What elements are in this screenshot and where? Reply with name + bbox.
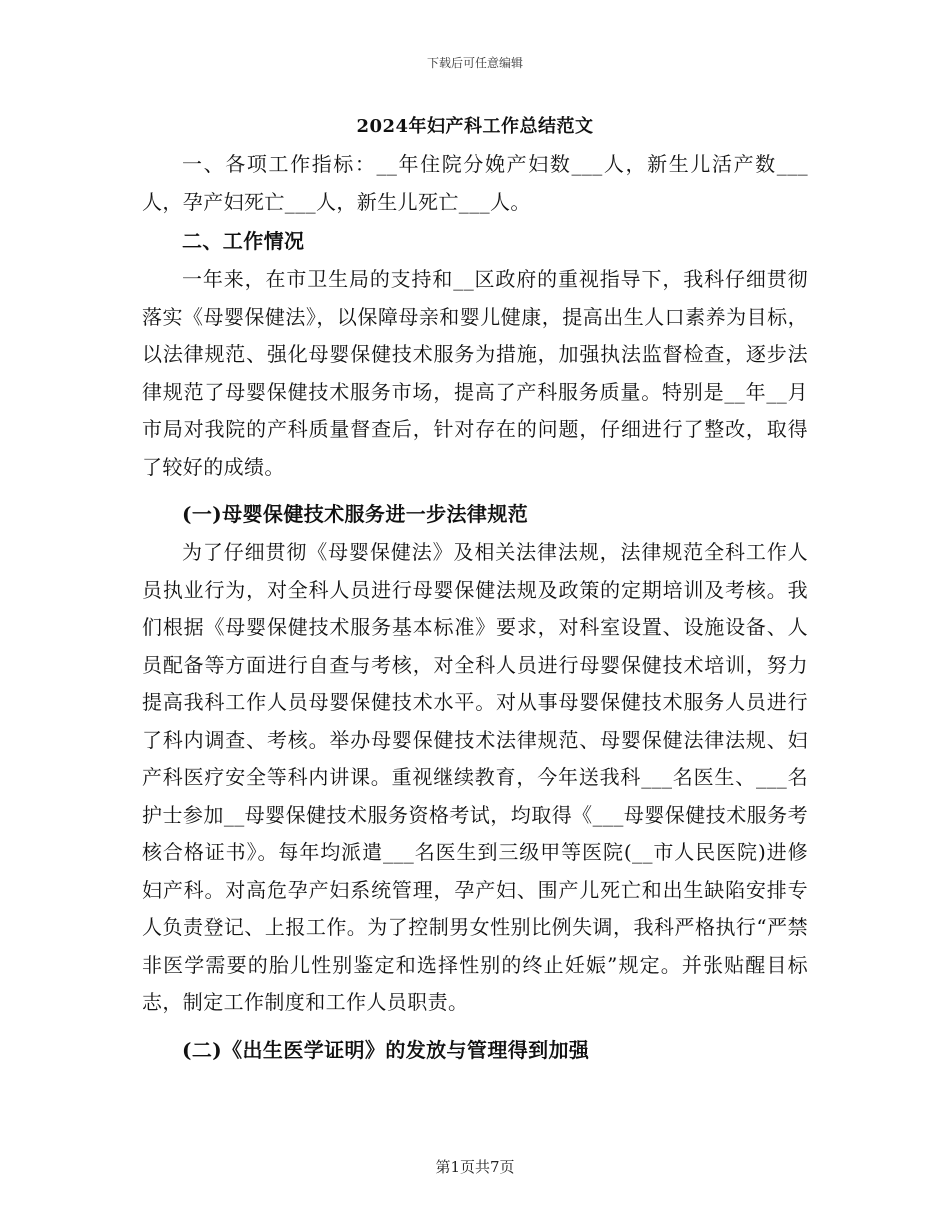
document-body (142, 112, 808, 1070)
section-1-paragraph: 一、各项工作指标：__年住院分娩产妇数___人，新生儿活产数___人，孕产妇死亡___人，新生儿死亡___人。 (142, 152, 808, 214)
subsection-1-heading: (一)母婴保健技术服务进一步法律规范 (182, 502, 529, 526)
section-2-paragraph: 一年来，在市卫生局的支持和__区政府的重视指导下，我科仔细贯彻落实《母婴保健法》，以保障母亲和婴儿健康，提高出生人口素养为目标，以法律规范、强化母婴保健技术服务为措施，加强执法监督检查，逐步法律规范了母婴保健技术服务市场，提高了产科服务质量。特别是__年__月市局对我院的产科质量督查后，针对存在的问题，仔细进行了整改，取得了较好的成绩。 (142, 267, 808, 479)
subsection-2-heading: (二)《出生医学证明》的发放与管理得到加强 (182, 1037, 590, 1062)
document-title: 2024年妇产科工作总结范文 (356, 116, 594, 137)
page-number: 第1页共7页 (435, 1158, 515, 1176)
header-note: 下载后可任意编辑 (426, 56, 523, 70)
section-2-heading: 二、工作情况 (182, 229, 305, 253)
subsection-1-paragraph: 为了仔细贯彻《母婴保健法》及相关法律法规，法律规范全科工作人员执业行为，对全科人员进行母婴保健法规及政策的定期培训及考核。我们根据《母婴保健技术服务基本标准》要求，对科室设置、设施设备、人员配备等方面进行自查与考核，对全科人员进行母婴保健技术培训，努力提高我科工作人员母婴保健技术水平。对从事母婴保健技术服务人员进行了科内调查、考核。举办母婴保健技术法律规范、母婴保健法律法规、妇产科医疗安全等科内讲课。重视继续教育，今年送我科___名医生、___名护士参加__母婴保健技术服务资格考试，均取得《___母婴保健技术服务考核合格证书》。每年均派遣___名医生到三级甲等医院(__市人民医院)进修妇产科。对高危孕产妇系统管理，孕产妇、围产儿死亡和出生缺陷安排专人负责登记、上报工作。为了控制男女性别比例失调，我科严格执行“严禁非医学需要的胎儿性别鉴定和选择性别的终止妊娠”规定。并张贴醒目标志，制定工作制度和工作人员职责。 (142, 540, 808, 1014)
